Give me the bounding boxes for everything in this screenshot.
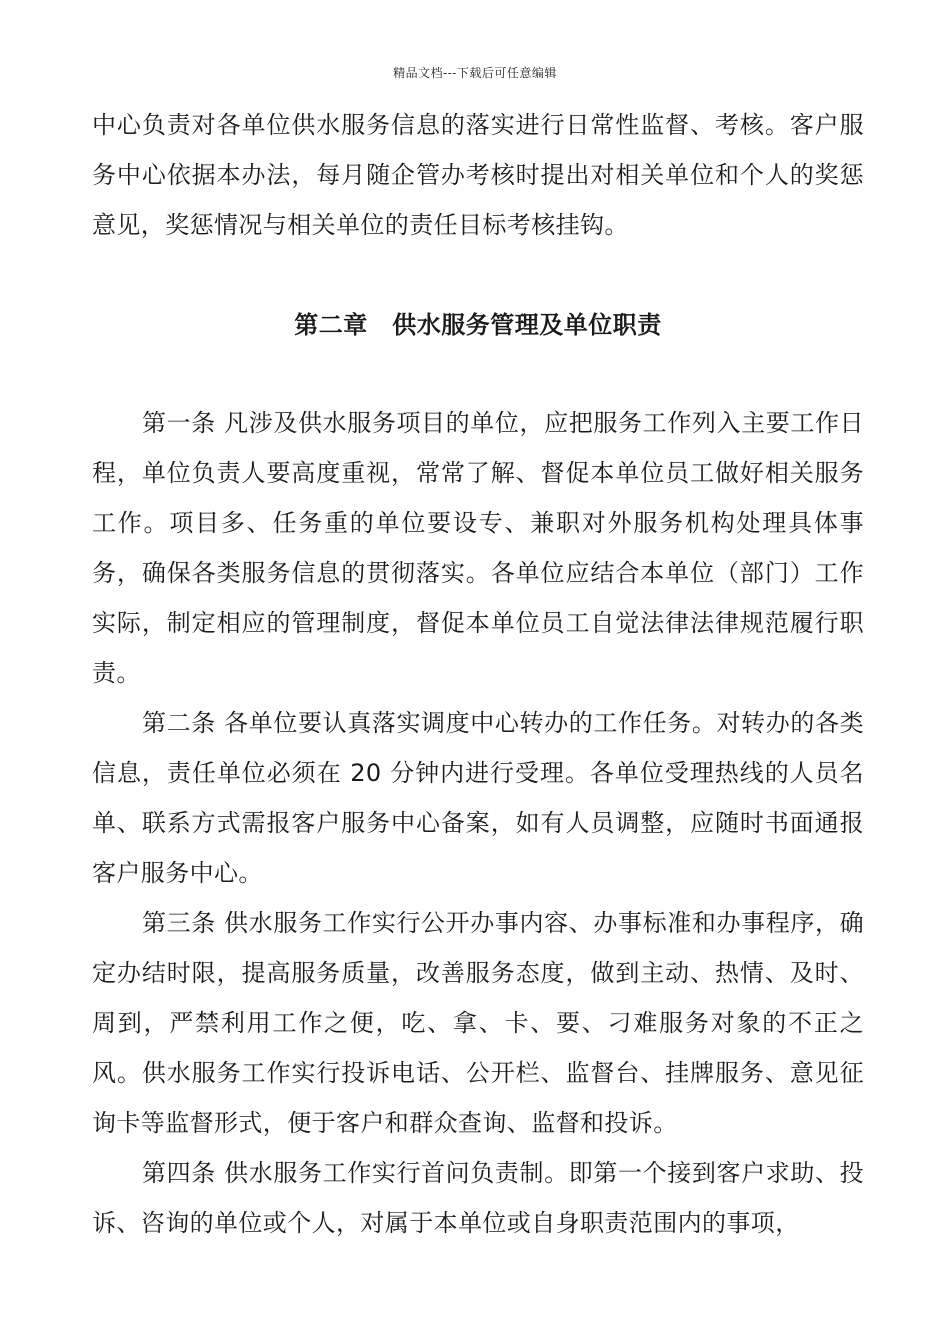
page-header: 精品文档---下载后可任意编辑 — [393, 66, 557, 80]
intro-paragraph: 中心负责对各单位供水服务信息的落实进行日常性监督、考核。客户服务中心依据本办法，每月随企管办考核时提出对相关单位和个人的奖惩意见，奖惩情况与相关单位的责任目标考核挂钩。 — [92, 111, 864, 239]
article-2: 第二条 各单位要认真落实调度中心转办的工作任务。对转办的各类信息，责任单位必须在 20 分钟内进行受理。各单位受理热线的人员名单、联系方式需报客户服务中心备案，如有人员调整，应随时书面通报客户服务中心。 — [92, 709, 864, 887]
article-4: 第四条 供水服务工作实行首问负责制。即第一个接到客户求助、投诉、咨询的单位或个人，对属于本单位或自身职责范围内的事项， — [92, 1159, 864, 1237]
article-1: 第一条 凡涉及供水服务项目的单位，应把服务工作列入主要工作日程，单位负责人要高度重视，常常了解、督促本单位员工做好相关服务工作。项目多、任务重的单位要设专、兼职对外服务机构处理具体事务，确保各类服务信息的贯彻落实。各单位应结合本单位（部门）工作实际，制定相应的管理制度，督促本单位员工自觉法律法律规范履行职责。 — [92, 409, 864, 687]
chapter-title: 第二章 供水服务管理及单位职责 — [294, 311, 662, 339]
document-body — [92, 100, 864, 1248]
article-3: 第三条 供水服务工作实行公开办事内容、办事标准和办事程序，确定办结时限，提高服务质量，改善服务态度，做到主动、热情、及时、周到，严禁利用工作之便，吃、拿、卡、要、刁难服务对象的不正之风。供水服务工作实行投诉电话、公开栏、监督台、挂牌服务、意见征询卡等监督形式，便于客户和群众查询、监督和投诉。 — [92, 909, 864, 1137]
